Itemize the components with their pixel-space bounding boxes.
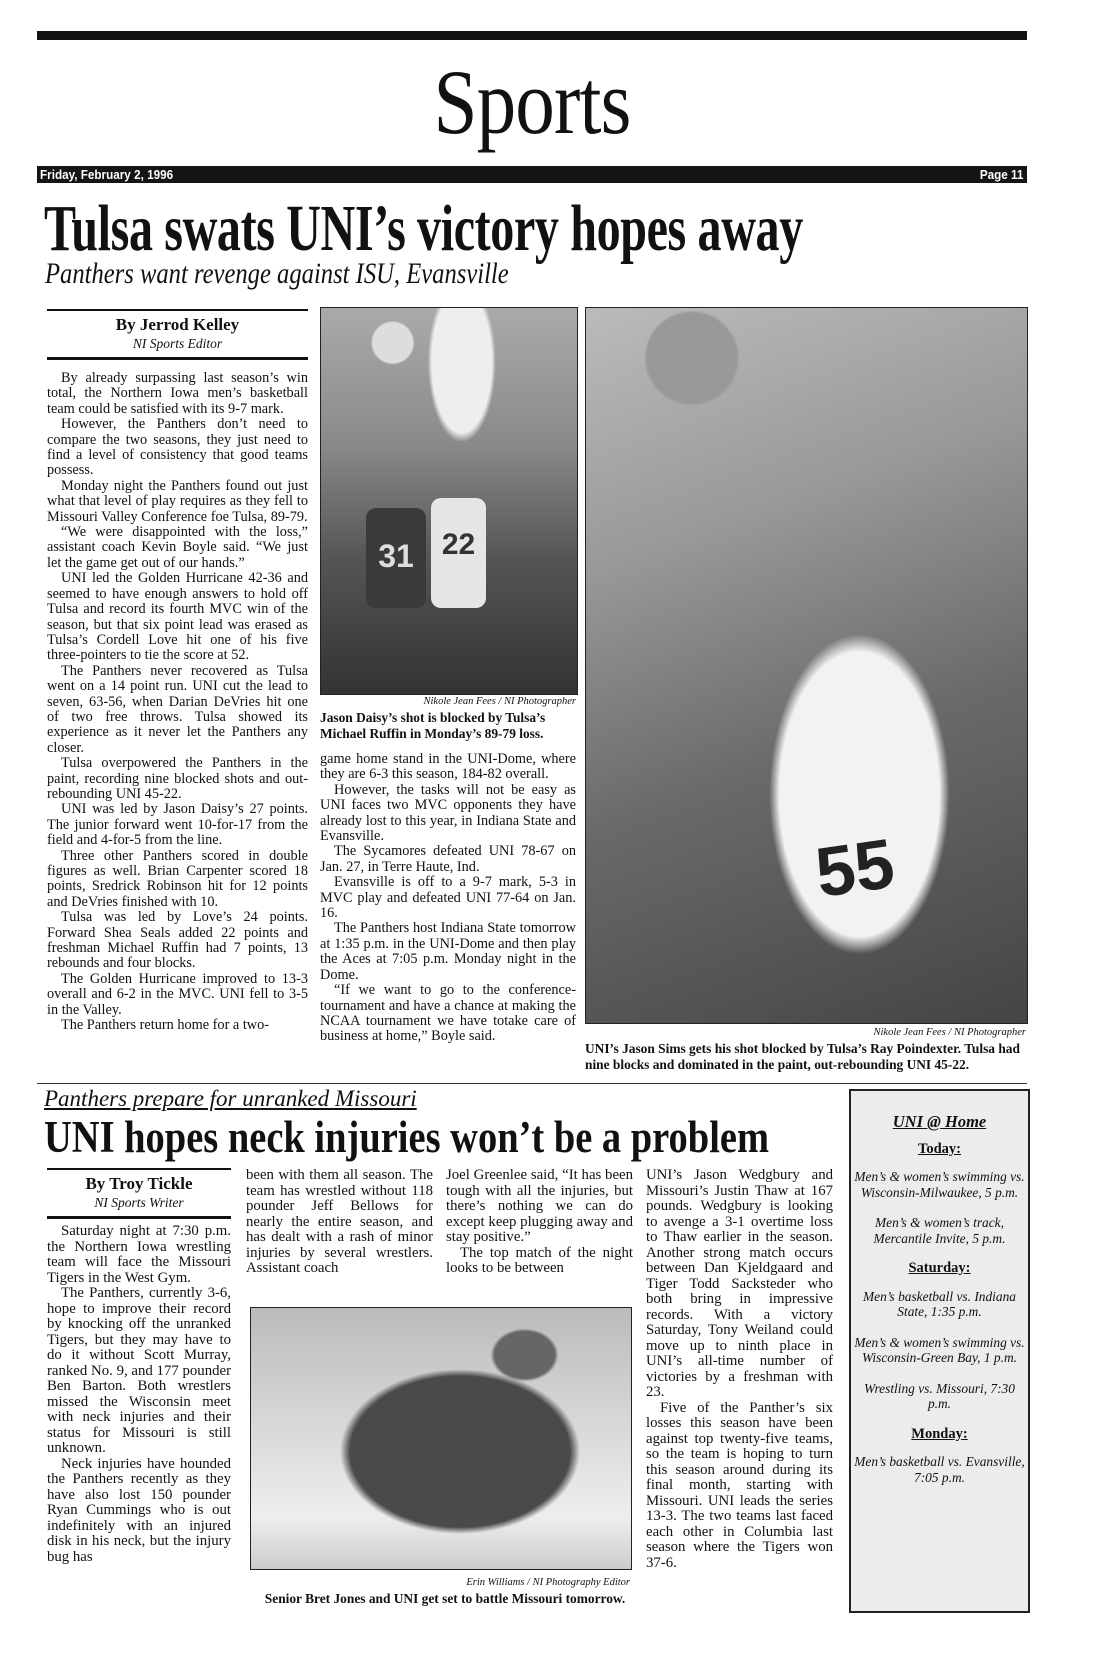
photo-caption: Senior Bret Jones and UNI get set to battle Missouri tomorrow. [264, 1591, 626, 1606]
lead-headline: Tulsa swats UNI’s victory hopes away [44, 192, 803, 265]
second-byline [47, 1168, 231, 1219]
wrestling-photo [250, 1307, 632, 1570]
paragraph: game home stand in the UNI-Dome, where they are 6-3 this season, 184-82 overall. [320, 751, 576, 783]
paragraph: Three other Panthers scored in double figures as well. Brian Carpenter scored 18 points, Sredrick Robinson hit for 12 points and DeVries finished with 10. [47, 847, 308, 910]
paragraph: Saturday night at 7:30 p.m. the Northern Iowa wrestling team will face the Missouri Tigers in the West Gym. [47, 1223, 231, 1286]
paragraph: Neck injuries have hounded the Panthers recently as they have also lost 150 pounder Ryan Cummings who is out indefinitely with an injured disk in his neck, but the injury bug has [47, 1455, 231, 1565]
paragraph: UNI was led by Jason Daisy’s 27 points. The junior forward went 10-for-17 from the field and 4-for-5 from the line. [47, 801, 308, 849]
paragraph: The top match of the night looks to be between [446, 1244, 633, 1276]
second-headline: UNI hopes neck injuries won’t be a problem [44, 1112, 770, 1162]
second-column-1 [47, 1224, 231, 1565]
second-kicker: Panthers prepare for unranked Missouri [44, 1086, 417, 1111]
lead-column-1 [47, 371, 308, 1033]
paragraph: The Panthers never recovered as Tulsa went on a 14 point run. UNI cut the lead to seven, 63-56, when Darian DeVries hit one of two free throws. Tulsa showed its experience as it never let the Panthers any closer. [47, 662, 308, 756]
byline-role: NI Sports Writer [94, 1195, 184, 1210]
paragraph: The Sycamores defeated UNI 78-67 on Jan. 27, in Terre Haute, Ind. [320, 843, 576, 875]
sidebar-title: UNI @ Home [892, 1112, 987, 1131]
second-column-2 [246, 1168, 433, 1277]
sidebar-event: Men’s & women’s swimming vs. Wisconsin-Milwaukee, 5 p.m. [854, 1169, 1025, 1200]
paragraph: “If we want to go to the conference-tournament and have a chance at making the NCAA tournament we have totake care of business at home,” Boyle said. [320, 982, 576, 1045]
page-number: Page 11 [979, 167, 1023, 182]
paragraph: Monday night the Panthers found out just what that level of play requires as they fell to Missouri Valley Conference foe Tulsa, 89-79. [47, 477, 308, 525]
photo-caption: Jason Daisy’s shot is blocked by Tulsa’s Michael Ruffin in Monday’s 89-79 loss. [320, 710, 546, 741]
top-rule [37, 31, 1027, 40]
basketball-photo-1 [320, 307, 578, 695]
sidebar-event: Men’s & women’s track, Mercantile Invite, 5 p.m. [873, 1215, 1006, 1246]
photo-credit: Nikole Jean Fees / NI Photographer [423, 696, 576, 707]
sidebar-day-heading: Saturday: [908, 1260, 971, 1276]
paragraph: However, the Panthers don’t need to compare the two seasons, they just need to find a level of consistency that good teams possess. [47, 416, 308, 479]
paragraph: By already surpassing last season’s win total, the Northern Iowa men’s basketball team could be satisfied with its 9-7 mark. [47, 370, 308, 417]
jersey-number: 55 [810, 823, 899, 913]
paragraph: The Panthers host Indiana State tomorrow at 1:35 p.m. in the UNI-Dome and then play the Aces at 7:05 p.m. Monday night in the Dome. [320, 920, 576, 983]
sidebar-event: Wrestling vs. Missouri, 7:30 p.m. [864, 1380, 1015, 1411]
photo-credit: Erin Williams / NI Photography Editor [466, 1577, 630, 1588]
second-column-4 [646, 1168, 833, 1571]
paragraph: Joel Greenlee said, “It has been tough with all the injuries, but there’s nothing we can do except keep plugging away and stay positive.” [446, 1167, 633, 1245]
uni-at-home-sidebar [849, 1089, 1030, 1613]
byline-name: By Troy Tickle [85, 1174, 193, 1193]
byline-role: NI Sports Editor [132, 336, 223, 351]
paragraph: been with them all season. The team has wrestled without 118 pounder Jeff Bellows for nearly the entire season, and has dealt with a rash of minor injuries by several wrestlers. Assistant coach [246, 1167, 433, 1276]
section-divider [37, 1083, 1027, 1084]
paragraph: Tulsa overpowered the Panthers in the paint, recording nine blocked shots and out-rebounding UNI 45-22. [47, 755, 308, 802]
issue-date: Friday, February 2, 1996 [40, 167, 174, 182]
lead-byline [47, 309, 308, 360]
lead-column-2 [320, 752, 576, 1045]
byline-name: By Jerrod Kelley [115, 315, 240, 334]
paragraph: The Panthers, currently 3-6, hope to improve their record by knocking off the unranked Tigers, but they may have to do it without Scott Murray, ranked No. 9, and 177 pounder Ben Barton. Both wrestlers missed the Wisconsin meet with neck injuries and their status for Missouri is still unknown. [47, 1285, 231, 1456]
photo-credit: Nikole Jean Fees / NI Photographer [873, 1027, 1026, 1038]
paragraph: However, the tasks will not be easy as UNI faces two MVC opponents they have already lost to this year, in Indiana State and Evansville. [320, 781, 576, 845]
paragraph: The Golden Hurricane improved to 13-3 overall and 6-2 in the MVC. UNI fell to 3-5 in the Valley. [47, 970, 308, 1018]
photo-caption: UNI’s Jason Sims gets his shot blocked by Tulsa’s Ray Poindexter. Tulsa had nine blocks and dominated in the paint, out-rebounding UNI 45-22. [585, 1041, 1020, 1072]
paragraph: Evansville is off to a 9-7 mark, 5-3 in MVC play and defeated UNI 77-64 on Jan. 16. [320, 874, 576, 922]
sidebar-event: Men’s basketball vs. Indiana State, 1:35 p.m. [863, 1288, 1016, 1319]
lead-subhead: Panthers want revenge against ISU, Evansville [45, 257, 509, 290]
sidebar-day-heading: Today: [918, 1140, 961, 1157]
paragraph: UNI led the Golden Hurricane 42-36 and seemed to have enough answers to hold off Tulsa and record its fourth MVC win of the season, but that six point lead was erased as Tulsa’s Cordell Love hit one of his five three-pointers to tie the score at 52. [47, 570, 308, 664]
sidebar-event: Men’s basketball vs. Evansville, 7:05 p.m. [854, 1454, 1025, 1485]
paragraph: Tulsa was led by Love’s 24 points. Forward Shea Seals added 22 points and freshman Michael Ruffin had 7 points, 13 rebounds and four blocks. [47, 909, 308, 972]
paragraph: Five of the Panther’s six losses this season have been against top twenty-five teams, so the team is hoping to turn this season around during its final month, starting with Missouri. UNI leads the series 13-3. The two teams last faced each other in Columbia last season where the Tigers won 37-6. [646, 1399, 833, 1571]
basketball-photo-2 [585, 307, 1028, 1024]
jersey-number: 31 [366, 508, 426, 608]
paragraph: “We were disappointed with the loss,” assistant coach Kevin Boyle said. “We just let the game get out of our hands.” [47, 524, 308, 571]
sidebar-event: Men’s & women’s swimming vs. Wisconsin-Green Bay, 1 p.m. [854, 1334, 1025, 1365]
second-column-3 [446, 1168, 633, 1277]
date-bar [37, 166, 1027, 183]
sidebar-day-heading: Monday: [911, 1425, 968, 1442]
section-title: Sports [433, 51, 631, 153]
jersey-number: 22 [431, 498, 486, 608]
paragraph: UNI’s Jason Wedgbury and Missouri’s Justin Thaw at 167 pounds. Wedgbury is looking to avenge a 3-1 overtime loss to Thaw earlier in the season. Another strong match occurs between Dan Kjeldgaard and Tiger Todd Sacksteder who both bring in impressive records. With a victory Saturday, Tony Weiland could move up to ninth place in UNI’s all-time number of victories by a freshman with 23. [646, 1167, 833, 1400]
paragraph: The Panthers return home for a two- [61, 1017, 270, 1034]
